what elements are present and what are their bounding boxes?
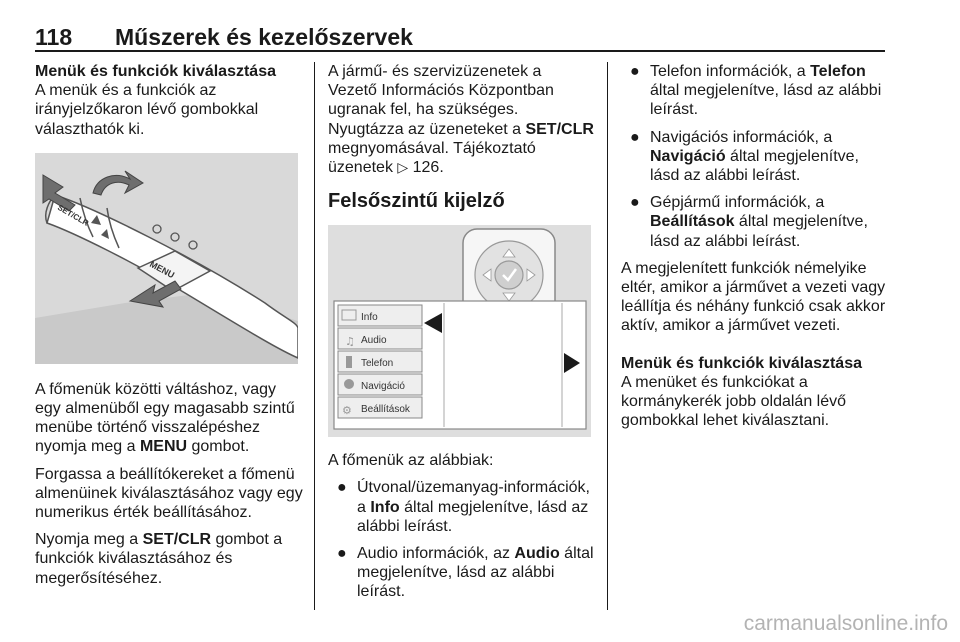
menu-button-paragraph: A főmenük közötti váltáshoz, vagy egy almenüből egy magasabb szintű menübe történő visszalépéshez nyomja meg a MENU gombot.: [35, 380, 295, 456]
music-note-icon: ♫: [345, 335, 355, 349]
page-reference: 126.: [412, 159, 444, 177]
watermark: carmanualsonline.info: [743, 612, 948, 635]
page-reference-icon: ▷: [397, 159, 409, 176]
menu-item-label: Info: [361, 312, 378, 324]
bullet: ●: [337, 545, 347, 563]
setclr-keyword: SET/CLR: [525, 120, 594, 138]
bullet: ●: [630, 63, 640, 80]
column-divider: [607, 62, 608, 610]
page-header: [35, 18, 885, 52]
functions-paragraph: A megjelenített funkciók némelyike eltér, amikor a járművet a vezeti vagy leállítja és néhány funkció csak akkor aktív, amikor a járművet vezeti.: [621, 259, 886, 335]
menu-item-label: Telefon: [361, 358, 394, 370]
main-menu-list: [328, 478, 594, 601]
setclr-label: SET/CLR: [56, 202, 91, 228]
menu-item-label: Audio: [361, 335, 387, 347]
bullet: ●: [630, 194, 640, 212]
menu-item-label: Navigáció: [361, 381, 405, 393]
list-item: ● Gépjármű információk, a Beállítások által megjelenítve, lásd az alábbi leírást.: [630, 194, 868, 250]
turn-signal-stalk-illustration: [35, 153, 298, 364]
setclr-paragraph: Nyomja meg a SET/CLR gombot a funkciók kiválasztásához és megerősítéséhez.: [35, 531, 283, 587]
column-left: [35, 62, 305, 596]
section-heading: Felsőszintű kijelző: [328, 190, 505, 213]
steering-wheel-paragraph: A menüket és funkciókat a kormánykerék jobb oldalán lévő gombokkal lehet kiválasztani.: [621, 373, 847, 430]
section-heading: Menük és funkciók kiválasztása: [621, 354, 862, 372]
menu-item-info: [338, 305, 422, 326]
phone-icon: [346, 356, 352, 368]
list-item: ● Útvonal/üzemanyag-információk, a Info által megjelenítve, lásd az alábbi leírást.: [337, 479, 590, 535]
list-item: ● Audio információk, az Audio által megjelenítve, lásd az alábbi leírást.: [337, 545, 594, 601]
page-title: Műszerek és kezelőszervek: [115, 24, 413, 50]
list-item: ● Navigációs információk, a Navigáció által megjelenítve, lásd az alábbi leírást.: [630, 128, 859, 185]
dial-paragraph: Forgassa a beállítókereket a főmenü almenüinek kiválasztásához vagy egy numerikus érték beállításához.: [35, 465, 303, 522]
upper-display-illustration: [328, 225, 591, 437]
setclr-keyword: SET/CLR: [142, 531, 212, 549]
settings-icon: ⚙: [342, 404, 352, 418]
menu-list: [338, 305, 422, 418]
bullet: ●: [630, 128, 640, 146]
bullet: ●: [337, 479, 347, 497]
list-item: ● Telefon információk, a Telefon által megjelenítve, lásd az alábbi leírást.: [630, 63, 882, 119]
section-heading: Menük és funkciók kiválasztása: [35, 63, 276, 80]
menu-item-label: Beállítások: [361, 404, 410, 416]
menu-keyword: MENU: [139, 438, 188, 456]
header-rule: [35, 50, 885, 52]
column-right: [621, 62, 891, 438]
messages-paragraph: A jármű- és szervizüzenetek a Vezető Információs Központban ugranak fel, ha szükséges. Nyugtázza az üzeneteket a SET/CLR megnyomásával. Tájékoztató üzenetek ▷ 126.: [328, 63, 594, 177]
stalk-figure: [35, 153, 298, 364]
column-middle: [328, 62, 594, 610]
navigation-icon: [344, 379, 354, 389]
page-number: 118: [35, 24, 73, 50]
column-divider: [314, 62, 315, 610]
display-figure: [328, 225, 591, 437]
menu-label: MENU: [148, 258, 177, 281]
intro-paragraph: A menük és a funkciók az irányjelzőkaron lévő gombokkal választhatók ki.: [35, 82, 259, 138]
list-intro: A főmenük az alábbiak:: [328, 452, 494, 470]
main-menu-list-continued: [621, 62, 891, 251]
